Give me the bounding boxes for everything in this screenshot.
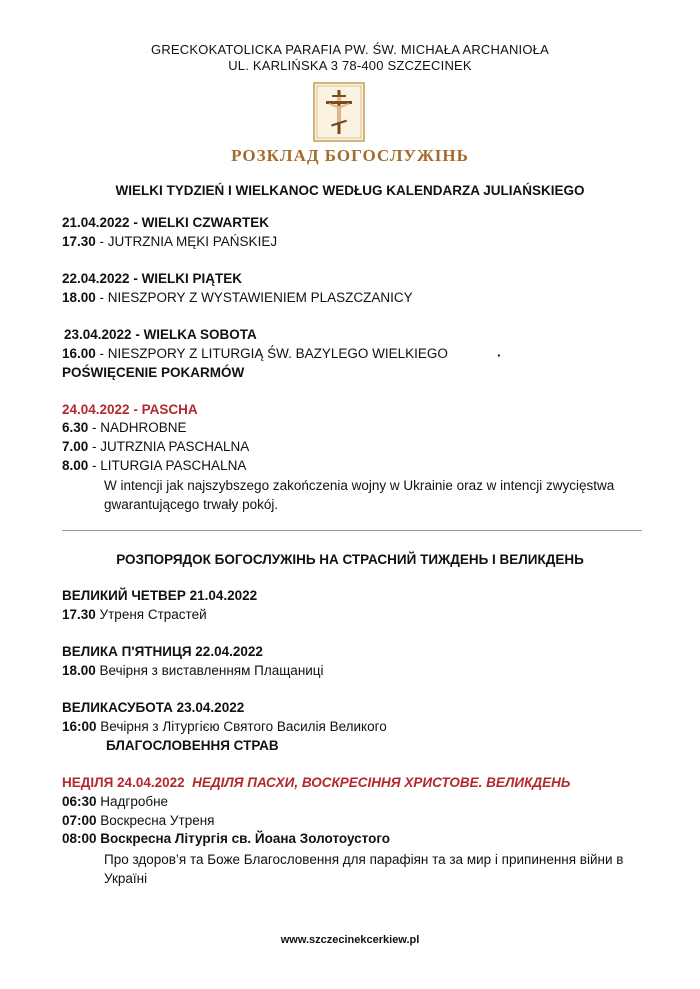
- service-time: 08:00: [62, 831, 97, 846]
- service-time: 6.30: [62, 420, 89, 435]
- pl-saturday-blessing: POŚWIĘCENIE POKARMÓW: [62, 365, 245, 380]
- service-text: - NADHROBNE: [88, 420, 187, 435]
- service-time: 8.00: [62, 458, 89, 473]
- website-link[interactable]: www.szczecinekcerkiew.pl: [280, 934, 420, 946]
- pl-thursday-service: [62, 234, 277, 249]
- crucifix-icon: [313, 82, 365, 142]
- service-text: Воскресна Утреня: [96, 813, 215, 828]
- pl-pascha-date: 24.04.2022 - PASCHA: [62, 402, 198, 417]
- service-text: Вечірня з виставленням Плащаниці: [95, 663, 324, 678]
- ua-saturday-date: ВЕЛИКАСУБОТА 23.04.2022: [62, 700, 245, 715]
- ua-friday-date: ВЕЛИКА П'ЯТНИЦЯ 22.04.2022: [62, 644, 263, 659]
- service-time: 18.00: [62, 290, 96, 305]
- ua-thursday-service: [62, 607, 207, 622]
- parish-address: UL. KARLIŃSKA 3 78-400 SZCZECINEK: [228, 58, 472, 73]
- ua-thursday-date: ВЕЛИКИЙ ЧЕТВЕР 21.04.2022: [62, 588, 258, 603]
- service-text: Вечірня з Літургією Святого Василія Великого: [96, 719, 387, 734]
- pl-thursday-date: 21.04.2022 - WIELKI CZWARTEK: [62, 215, 270, 230]
- service-time: 7.00: [62, 439, 89, 454]
- service-time: 17.30: [62, 607, 96, 622]
- ua-sunday-item: [62, 794, 168, 809]
- pl-saturday-service: [62, 346, 448, 361]
- ua-sunday-title: НЕДІЛЯ ПАСХИ, ВОСКРЕСІННЯ ХРИСТОВЕ. ВЕЛИКДЕНЬ: [192, 775, 571, 790]
- ua-intention-note: Про здоров’я та Боже Благословення для парафіян та за мир і припинення війни в Україні: [104, 852, 624, 886]
- stray-dot: ·: [497, 348, 502, 363]
- service-text: - NIESZPORY Z WYSTAWIENIEM PLASZCZANICY: [95, 290, 413, 305]
- pl-pascha-item: [62, 420, 187, 435]
- service-time: 07:00: [62, 813, 97, 828]
- pl-saturday-date: 23.04.2022 - WIELKA SOBOTA: [64, 327, 257, 342]
- section-divider: [62, 530, 642, 531]
- ua-sunday-date: [62, 775, 570, 790]
- pl-friday-service: [62, 290, 413, 305]
- ukrainian-section-title: РОЗПОРЯДОК БОГОСЛУЖІНЬ НА СТРАСНИЙ ТИЖДЕНЬ І ВЕЛИКДЕНЬ: [116, 552, 584, 567]
- pl-pascha-item: [62, 458, 246, 473]
- service-time: 17.30: [62, 234, 96, 249]
- service-text: - LITURGIA PASCHALNA: [88, 458, 247, 473]
- ua-sunday-item: [62, 831, 390, 846]
- ua-friday-service: [62, 663, 324, 678]
- pl-friday-date: 22.04.2022 - WIELKI PIĄTEK: [62, 271, 243, 286]
- service-time: 18.00: [62, 663, 96, 678]
- schedule-brand-title: РОЗКЛАД БОГОСЛУЖІНЬ: [231, 146, 469, 165]
- service-time: 06:30: [62, 794, 97, 809]
- service-text: - JUTRZNIA MĘKI PAŃSKIEJ: [95, 234, 278, 249]
- service-time: 16.00: [62, 346, 96, 361]
- service-text: - JUTRZNIA PASCHALNA: [88, 439, 250, 454]
- pl-pascha-item: [62, 439, 249, 454]
- service-text: Воскресна Літургія св. Йоана Золотоустого: [96, 831, 391, 846]
- pl-intention-note: W intencji jak najszybszego zakończenia wojny w Ukrainie oraz w intencji zwycięstwa gwarantującego trwały pokój.: [104, 478, 615, 512]
- polish-section-title: WIELKI TYDZIEŃ I WIELKANOC WEDŁUG KALENDARZA JULIAŃSKIEGO: [115, 183, 585, 198]
- parish-name: GRECKOKATOLICKA PARAFIA PW. ŚW. MICHAŁA ARCHANIOŁA: [151, 42, 549, 57]
- ua-sunday-item: [62, 813, 214, 828]
- ua-saturday-blessing: БЛАГОСЛОВЕННЯ СТРАВ: [106, 738, 279, 753]
- ua-sunday-date-text: НЕДІЛЯ 24.04.2022: [62, 775, 185, 790]
- service-time: 16:00: [62, 719, 97, 734]
- service-text: Утреня Страстей: [95, 607, 207, 622]
- ua-saturday-service: [62, 719, 387, 734]
- service-text: Надгробне: [96, 794, 169, 809]
- service-text: - NIESZPORY Z LITURGIĄ ŚW. BAZYLEGO WIELKIEGO: [95, 346, 448, 361]
